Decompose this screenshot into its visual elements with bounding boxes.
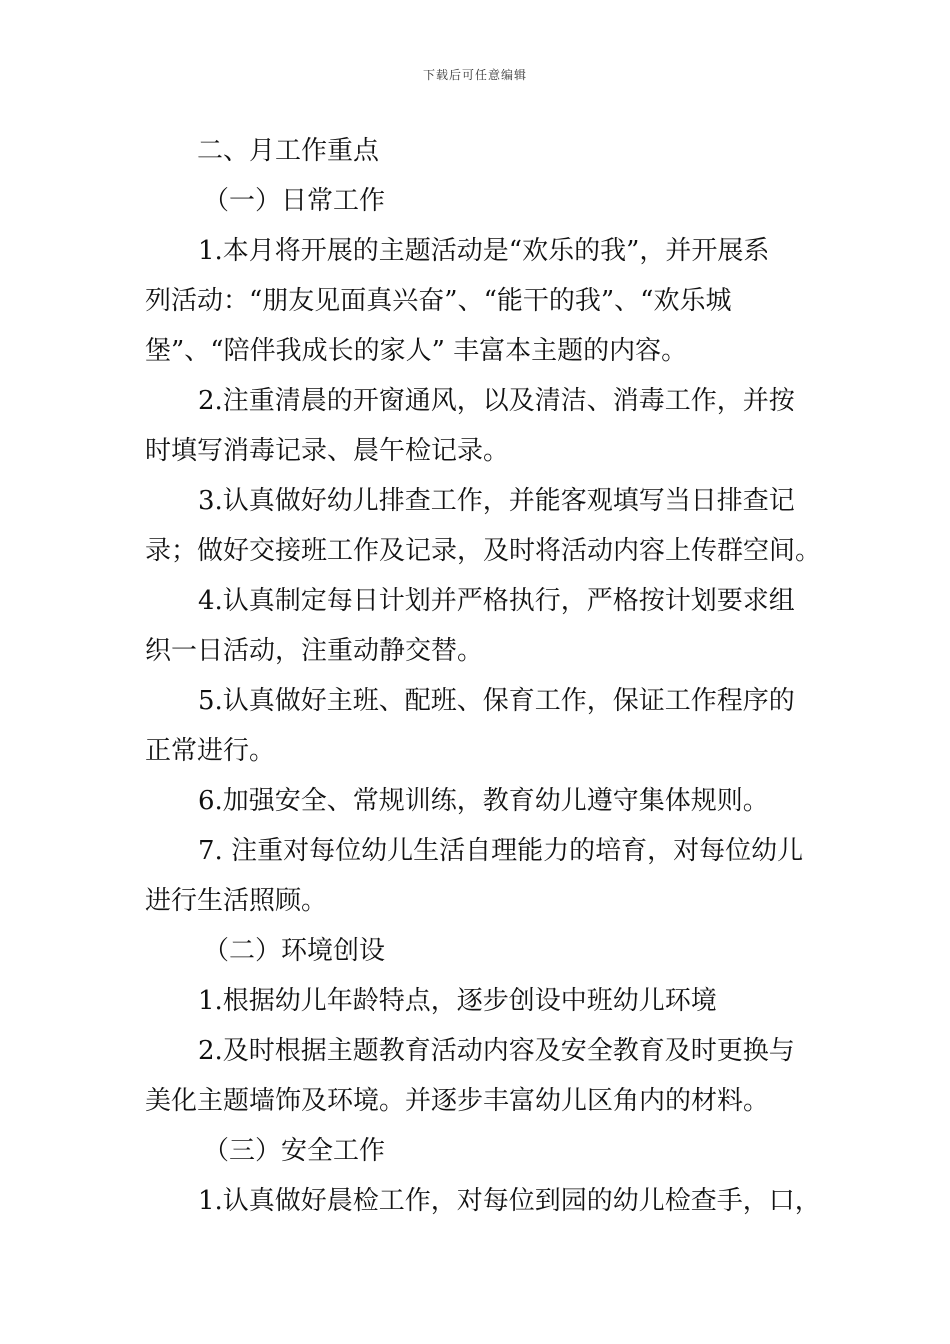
paragraph-line: 美化主题墙饰及环境。并逐步丰富幼儿区角内的材料。: [145, 1086, 770, 1116]
paragraph-line: 时填写消毒记录、晨午检记录。: [145, 436, 510, 466]
paragraph-line: 2.及时根据主题教育活动内容及安全教育及时更换与: [198, 1036, 795, 1066]
paragraph-line: 7. 注重对每位幼儿生活自理能力的培育，对每位幼儿: [198, 836, 804, 866]
paragraph-line: 堡”、“陪伴我成长的家人” 丰富本主题的内容。: [145, 336, 688, 366]
paragraph-line: 1.本月将开展的主题活动是“欢乐的我”，并开展系: [198, 236, 770, 266]
paragraph-line: 5.认真做好主班、配班、保育工作，保证工作程序的: [198, 686, 795, 716]
paragraph-line: 织一日活动，注重动静交替。: [145, 636, 484, 666]
subsection-heading: （三）安全工作: [203, 1136, 386, 1166]
section-heading: 二、月工作重点: [197, 136, 380, 166]
document-body: [145, 126, 825, 1226]
paragraph-line: 6.加强安全、常规训练，教育幼儿遵守集体规则。: [198, 786, 769, 816]
paragraph-line: 1.认真做好晨检工作，对每位到园的幼儿检查手，口，: [198, 1186, 821, 1216]
paragraph-line: 进行生活照顾。: [145, 886, 328, 916]
paragraph-line: 2.注重清晨的开窗通风，以及清洁、消毒工作，并按: [198, 386, 795, 416]
paragraph-line: 4.认真制定每日计划并严格执行，严格按计划要求组: [198, 586, 795, 616]
paragraph-line: 1.根据幼儿年龄特点，逐步创设中班幼儿环境: [198, 986, 717, 1016]
paragraph-line: 录；做好交接班工作及记录，及时将活动内容上传群空间。: [145, 536, 822, 566]
subsection-heading: （一）日常工作: [203, 186, 386, 216]
subsection-heading: （二）环境创设: [203, 936, 386, 966]
page-header-note: 下载后可任意编辑: [422, 68, 527, 82]
paragraph-line: 3.认真做好幼儿排查工作，并能客观填写当日排查记: [198, 486, 795, 516]
paragraph-line: 正常进行。: [145, 736, 276, 766]
paragraph-line: 列活动：“朋友见面真兴奋”、“能干的我”、“欢乐城: [145, 286, 732, 316]
